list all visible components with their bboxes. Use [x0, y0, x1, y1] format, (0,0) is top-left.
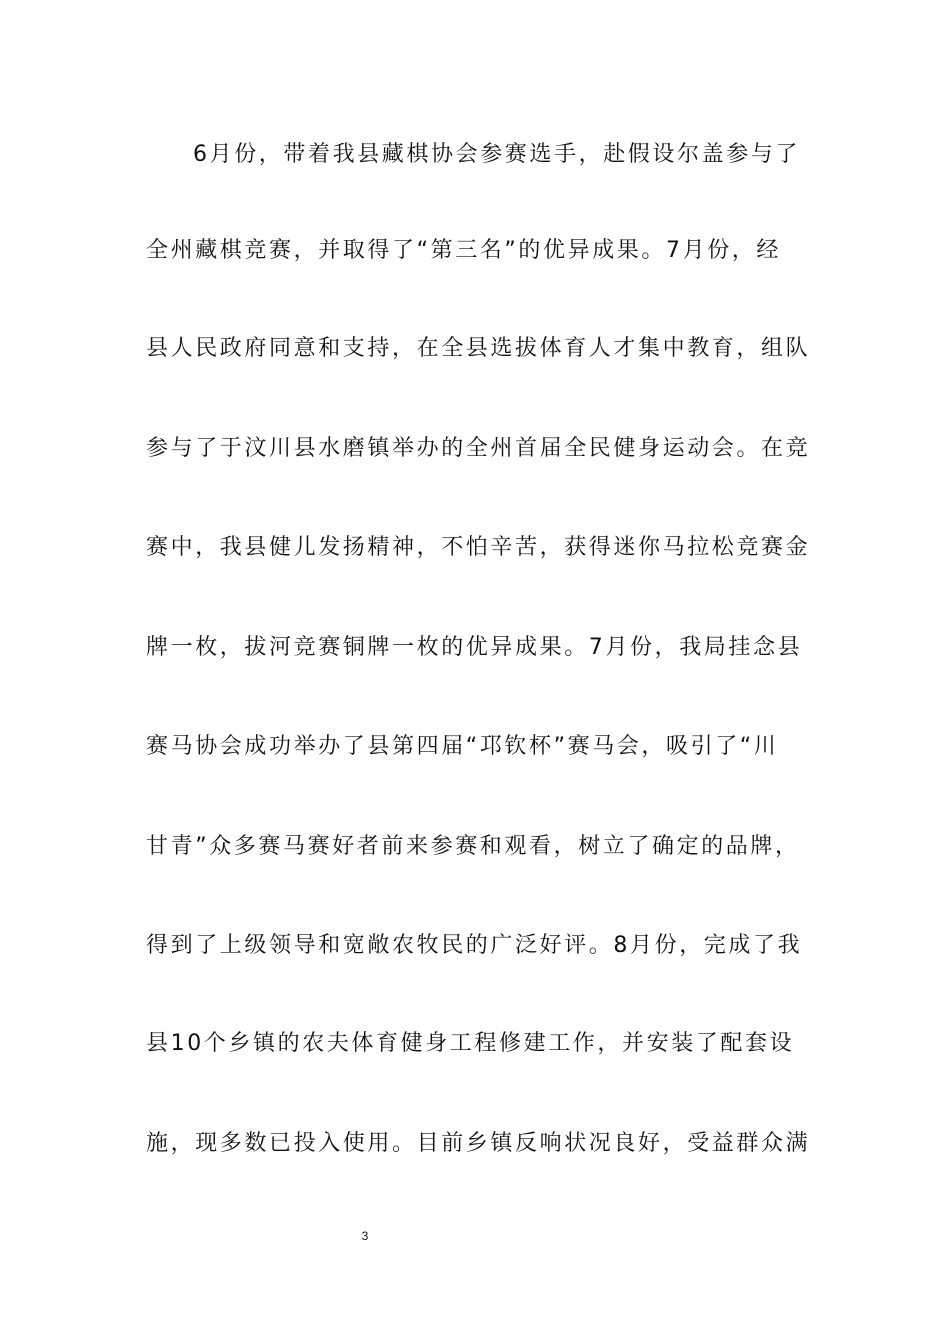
paragraph-line-9: 得到了上级领导和宽敞农牧民的广泛好评。8月份，完成了我 [146, 933, 803, 958]
paragraph-line-3: 县人民政府同意和支持，在全县选拔体育人才集中教育，组队 [146, 336, 811, 361]
paragraph-line-7: 赛马协会成功举办了县第四届“邛钦杯”赛马会，吸引了“川 [146, 734, 779, 759]
paragraph-line-2: 全州藏棋竞赛，并取得了“第三名”的优异成果。7月份，经 [146, 238, 781, 263]
paragraph-line-11: 施，现多数已投入使用。目前乡镇反响状况良好，受益群众满 [146, 1131, 811, 1156]
paragraph-line-1: 6月份，带着我县藏棋协会参赛选手，赴假设尔盖参与了 [193, 142, 800, 167]
paragraph-line-10: 县10个乡镇的农夫体育健身工程修建工作，并安装了配套设 [146, 1031, 795, 1056]
paragraph-line-8: 甘青”众多赛马赛好者前来参赛和观看，树立了确定的品牌， [146, 834, 800, 859]
paragraph-line-6: 牌一枚，拔河竞赛铜牌一枚的优异成果。7月份，我局挂念县 [146, 635, 803, 660]
page-number: 3 [361, 1229, 369, 1243]
paragraph-line-4: 参与了于汶川县水磨镇举办的全州首届全民健身运动会。在竞 [146, 436, 811, 461]
paragraph-line-5: 赛中，我县健儿发扬精神，不怕辛苦，获得迷你马拉松竞赛金 [146, 535, 811, 560]
